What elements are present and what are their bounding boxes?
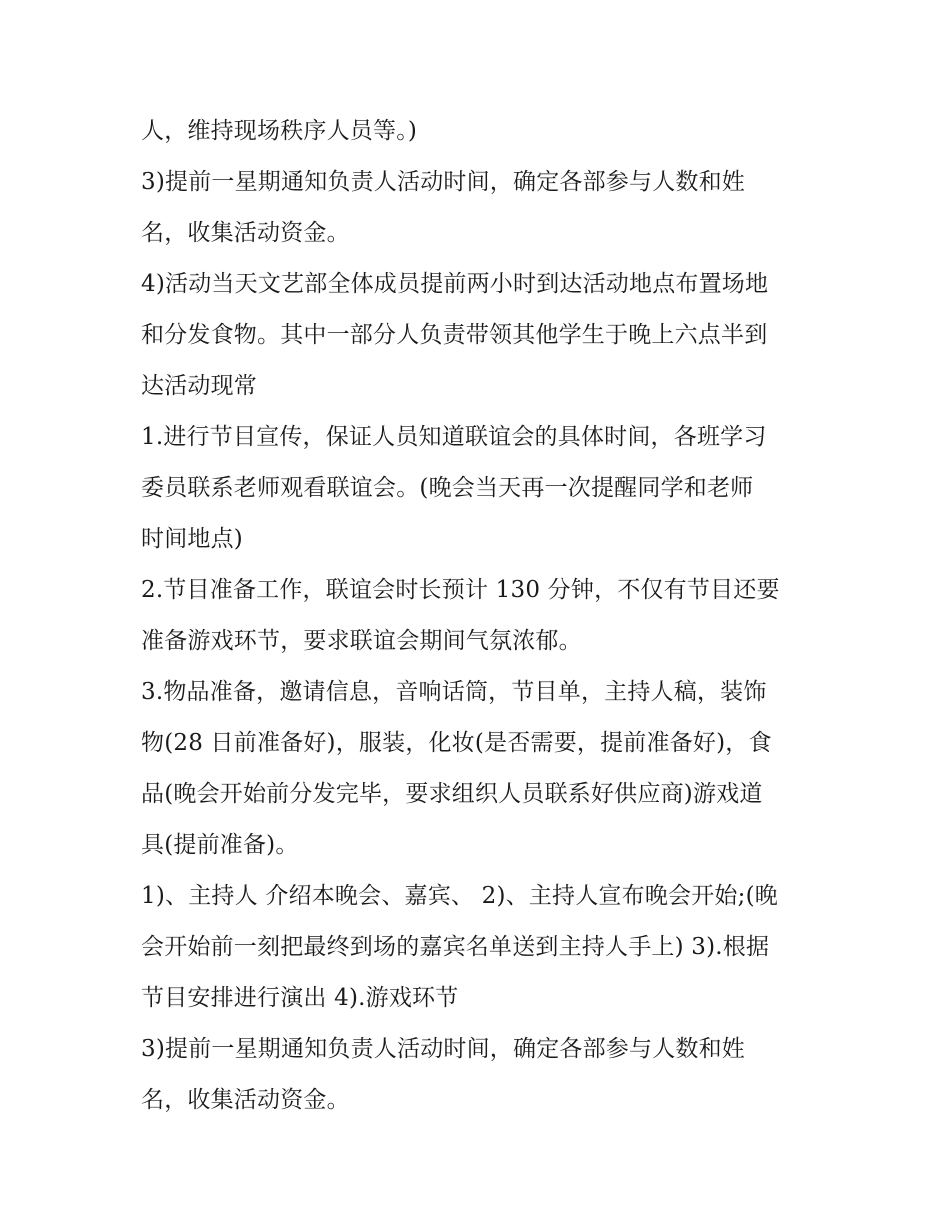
text-line: 会开始前一刻把最终到场的嘉宾名单送到主持人手上) 3).根据: [141, 934, 770, 960]
text-line: 3)提前一星期通知负责人活动时间，确定各部参与人数和姓: [141, 1036, 746, 1062]
text-line: 委员联系老师观看联谊会。(晚会当天再一次提醒同学和老师: [141, 475, 754, 501]
text-line: 1.进行节目宣传，保证人员知道联谊会的具体时间，各班学习: [141, 424, 767, 450]
text-line: 和分发食物。其中一部分人负责带领其他学生于晚上六点半到: [141, 322, 768, 348]
text-line: 达活动现常: [141, 373, 257, 399]
text-line: 具(提前准备)。: [141, 832, 299, 858]
text-line: 2.节目准备工作，联谊会时长预计 130 分钟，不仅有节目还要: [141, 577, 780, 603]
text-line: 3)提前一星期通知负责人活动时间，确定各部参与人数和姓: [141, 169, 746, 195]
text-line: 人，维持现场秩序人员等。): [141, 118, 418, 144]
text-line: 名，收集活动资金。: [141, 220, 350, 246]
text-line: 4)活动当天文艺部全体成员提前两小时到达活动地点布置场地: [141, 271, 769, 297]
text-line: 物(28 日前准备好)，服装，化妆(是否需要，提前准备好)，食: [141, 730, 772, 756]
text-line: 时间地点): [141, 526, 243, 552]
text-line: 1)、主持人 介绍本晚会、嘉宾、 2)、主持人宣布晚会开始;(晚: [141, 883, 778, 909]
text-line: 节目安排进行演出 4).游戏环节: [141, 985, 459, 1011]
text-line: 3.物品准备，邀请信息，音响话筒，节目单，主持人稿，装饰: [141, 679, 767, 705]
document-body: [141, 106, 821, 1126]
text-line: 名，收集活动资金。: [141, 1087, 350, 1113]
text-line: 准备游戏环节，要求联谊会期间气氛浓郁。: [141, 628, 582, 654]
text-line: 品(晚会开始前分发完毕，要求组织人员联系好供应商)游戏道: [141, 781, 763, 807]
